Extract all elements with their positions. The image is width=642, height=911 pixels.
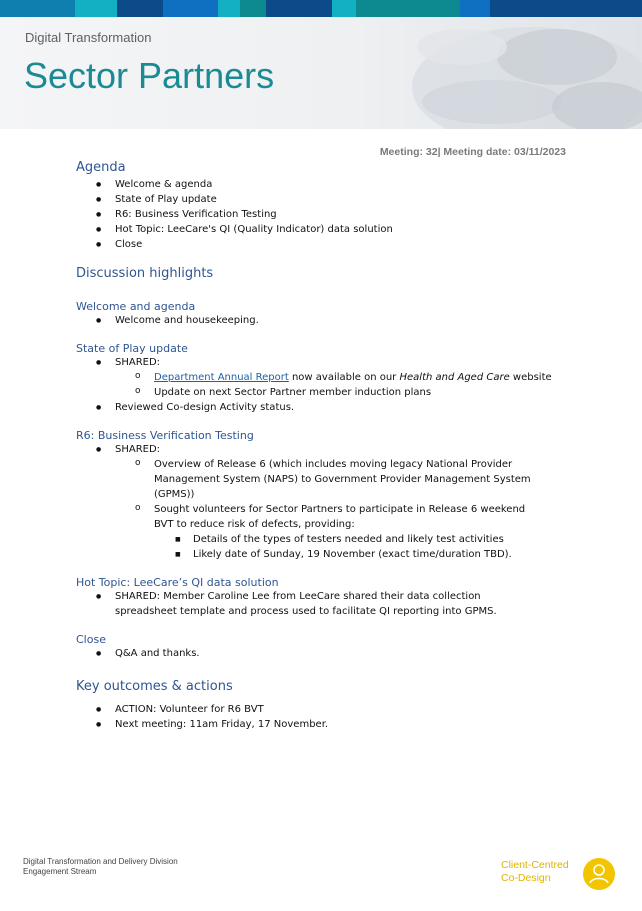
close-heading: Close	[76, 633, 106, 646]
r6-heading: R6: Business Verification Testing	[76, 429, 254, 442]
list-item: ■ Likely date of Sunday, 19 November (exact time/duration TBD).	[154, 547, 546, 562]
hot-topic-heading: Hot Topic: LeeCare’s QI data solution	[76, 576, 279, 589]
hands-photo	[342, 17, 642, 129]
list-item: ■ Details of the types of testers needed and likely test activities	[154, 532, 546, 547]
list-item: ● Reviewed Co-design Activity status.	[76, 400, 576, 415]
list-item: ● Close	[76, 237, 576, 252]
list-item: o Department Annual Report now available on our Health and Aged Care website	[115, 370, 576, 385]
list-item: o Sought volunteers for Sector Partners to participate in Release 6 weekend BVT to reduce risk of defects, providing: ■ Details of the types of testers needed and likely test activities ■ Likely date of Sunday, 19 November (exact time/duration TBD).	[115, 502, 576, 562]
header-subtitle: Digital Transformation	[25, 30, 152, 45]
outcomes-heading: Key outcomes & actions	[76, 679, 233, 694]
state-of-play-heading: State of Play update	[76, 342, 188, 355]
agenda-list	[76, 177, 576, 252]
document-body	[76, 160, 576, 732]
footer-codesign-label: Client-Centred Co-Design	[501, 859, 569, 884]
list-item: ● Next meeting: 11am Friday, 17 November.	[76, 717, 576, 732]
top-color-bar	[0, 0, 642, 17]
person-icon	[583, 858, 615, 890]
list-item: ● ACTION: Volunteer for R6 BVT	[76, 702, 576, 717]
welcome-heading: Welcome and agenda	[76, 300, 196, 313]
list-item: ● SHARED: Member Caroline Lee from LeeCare shared their data collection spreadsheet template and process used to facilitate QI reporting into GPMS.	[76, 589, 576, 619]
list-item: o Overview of Release 6 (which includes moving legacy National Provider Management System (NAPS) to Government Provider Management System (GPMS))	[115, 457, 576, 502]
discussion-heading: Discussion highlights	[76, 266, 214, 281]
list-item: ● Welcome and housekeeping.	[76, 313, 576, 328]
page-title: Sector Partners	[24, 55, 275, 96]
header-banner	[0, 17, 642, 129]
agenda-heading: Agenda	[76, 160, 126, 175]
list-item: ● Welcome & agenda	[76, 177, 576, 192]
footer-division: Digital Transformation and Delivery Division Engagement Stream	[23, 857, 178, 876]
meeting-info: Meeting: 32| Meeting date: 03/11/2023	[379, 146, 566, 158]
codesign-badge	[583, 858, 615, 890]
list-item: ● State of Play update	[76, 192, 576, 207]
annual-report-link[interactable]: Department Annual Report	[154, 372, 289, 383]
list-item: ● Q&A and thanks.	[76, 646, 576, 661]
list-item: ● R6: Business Verification Testing	[76, 207, 576, 222]
list-item: ● SHARED: o Department Annual Report now available on our Health and Aged Care website o Update on next Sector Partner member induction plans	[76, 355, 576, 400]
list-item: ● SHARED: o Overview of Release 6 (which includes moving legacy National Provider Management System (NAPS) to Government Provider Management System (GPMS)) o Sought volunteers for Sector Partners to participate in Release 6 weekend BVT to reduce risk of defects, providing: ■ Details of the types of testers needed and likely test activities ■ Likely date of Sunday, 19 November (exact time/duration TBD).	[76, 442, 576, 562]
list-item: ● Hot Topic: LeeCare's QI (Quality Indicator) data solution	[76, 222, 576, 237]
list-item: o Update on next Sector Partner member induction plans	[115, 385, 576, 400]
